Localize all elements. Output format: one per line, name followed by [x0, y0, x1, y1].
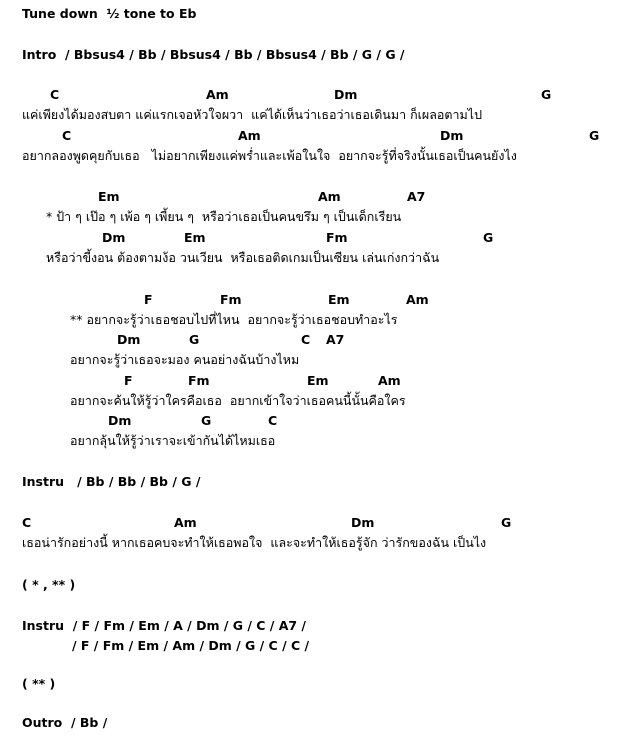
chord: A7	[407, 189, 426, 204]
lyric-line: หรือว่าขี้งอน ต้องตามง้อ วนเวียน หรือเธอติดเกมเป็นเซียน เล่นเก่งกว่าฉัน	[46, 250, 440, 265]
outro-progression: Outro / Bb /	[22, 715, 108, 730]
lyric-line: ** อยากจะรู้ว่าเธอชอบไปที่ไหน อยากจะรู้ว่าเธอชอบทำอะไร	[70, 312, 398, 327]
chord: Dm	[102, 230, 126, 245]
chord: Dm	[440, 128, 464, 143]
lyric-line: * ป้า ๆ เป๊อ ๆ เพ้อ ๆ เพี้ยน ๆ หรือว่าเธอเป็นคนขรึม ๆ เป็นเด็กเรียน	[46, 209, 402, 224]
lyric-line: เธอน่ารักอย่างนี้ หากเธอคบจะทำให้เธอพอใจ และจะทำให้เธอรู้จัก ว่ารักของฉัน เป็นไง	[22, 535, 487, 550]
tuning-note: Tune down ½ tone to Eb	[22, 6, 197, 21]
lyric-line: แค่เพียงได้มองสบตา แค่แรกเจอหัวใจผวา แค่ได้เห็นว่าเธอว่าเธอเดินมา ก็เผลอตามไป	[22, 107, 483, 122]
chord: G	[201, 413, 212, 428]
chord: Em	[184, 230, 206, 245]
chord: Fm	[220, 292, 242, 307]
lyric-line: อยากลองพูดคุยกับเธอ ไม่อยากเพียงแค่พร่ำและเพ้อในใจ อยากจะรู้ที่จริงนั้นเธอเป็นคนยังไง	[22, 148, 517, 163]
chord: C	[50, 87, 60, 102]
chord: G	[483, 230, 494, 245]
intro-progression: Intro / Bbsus4 / Bb / Bbsus4 / Bb / Bbsus4 / Bb / G / G /	[22, 47, 405, 62]
instrumental-progression: / F / Fm / Em / Am / Dm / G / C / C /	[72, 638, 310, 653]
chord: Em	[328, 292, 350, 307]
chord: G	[189, 332, 200, 347]
lyric-line: อยากลุ้นให้รู้ว่าเราจะเข้ากันได้ไหมเธอ	[70, 433, 276, 448]
chord: G	[501, 515, 512, 530]
chord: Em	[307, 373, 329, 388]
chord: Dm	[351, 515, 375, 530]
chord: Dm	[117, 332, 141, 347]
chord: Dm	[108, 413, 132, 428]
chord: Am	[238, 128, 261, 143]
chord: A7	[326, 332, 345, 347]
chord: Am	[318, 189, 341, 204]
chord: G	[541, 87, 552, 102]
lyric-line: อยากจะค้นให้รู้ว่าใครคือเธอ อยากเข้าใจว่าเธอคนนี้นั้นคือใคร	[70, 393, 406, 408]
repeat-marker: ( ** )	[22, 676, 56, 691]
chord: C	[301, 332, 311, 347]
chord: F	[144, 292, 153, 307]
chord: C	[62, 128, 72, 143]
chord: Am	[174, 515, 197, 530]
chord: Am	[406, 292, 429, 307]
chord: C	[22, 515, 32, 530]
chord: Dm	[334, 87, 358, 102]
chord: G	[589, 128, 600, 143]
instrumental-progression: Instru / Bb / Bb / Bb / G /	[22, 474, 201, 489]
instrumental-progression: Instru / F / Fm / Em / A / Dm / G / C / A7 /	[22, 618, 306, 633]
chord: C	[268, 413, 278, 428]
lyric-line: อยากจะรู้ว่าเธอจะมอง คนอย่างฉันบ้างไหม	[70, 352, 300, 367]
chord: Fm	[326, 230, 348, 245]
chord: Am	[378, 373, 401, 388]
chord: Fm	[188, 373, 210, 388]
repeat-marker: ( * , ** )	[22, 577, 76, 592]
chord: F	[124, 373, 133, 388]
chord: Am	[206, 87, 229, 102]
chord: Em	[98, 189, 120, 204]
